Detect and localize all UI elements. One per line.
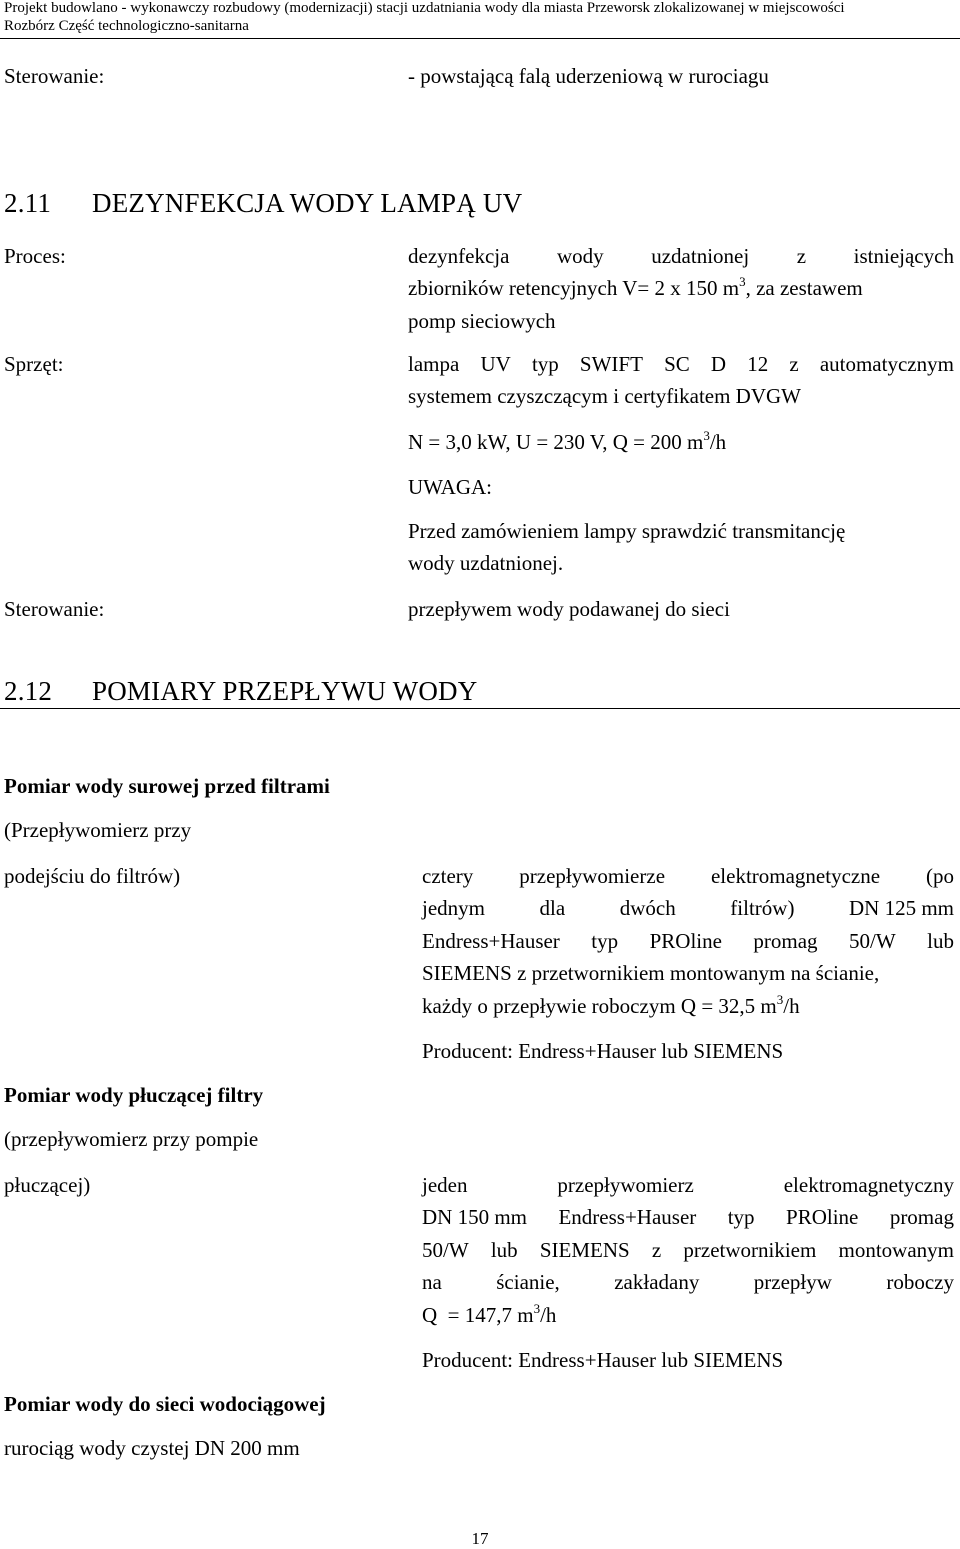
sprzet-label: Sprzęt:	[4, 352, 64, 376]
proces-line-2	[408, 272, 954, 304]
section-2-11-title: DEZYNFEKCJA WODY LAMPĄ UV	[92, 188, 523, 218]
word: z	[789, 352, 799, 376]
section-2-11-number: 2.11	[4, 188, 52, 218]
word: przetwornikiem	[683, 1237, 817, 1262]
sprzet-line-1	[408, 348, 954, 380]
page-number: 17	[471, 1529, 489, 1548]
measurement-3-sub-1: rurociąg wody czystej DN 200 mm	[4, 1436, 300, 1460]
m2-line-1	[422, 1169, 954, 1201]
superscript: 3	[533, 1300, 541, 1316]
word: przepływomierz	[557, 1173, 694, 1197]
word: lub	[927, 928, 954, 953]
text: , za zestawem	[745, 276, 863, 301]
measurement-2-description	[422, 1169, 954, 1331]
m2-line-4	[422, 1266, 954, 1298]
word: typ	[591, 928, 619, 953]
superscript: 3	[703, 428, 710, 443]
m2-line-5	[422, 1299, 954, 1331]
uwaga-line-1: Przed zamówieniem lampy sprawdzić transmitancję	[408, 519, 846, 543]
word: dezynfekcja	[408, 244, 510, 268]
measurement-2-title: Pomiar wody płuczącej filtry	[4, 1083, 264, 1107]
word: elektromagnetyczny	[783, 1173, 954, 1197]
word: 50/W	[849, 928, 896, 953]
word: promag	[753, 928, 818, 953]
proces-description	[408, 240, 954, 337]
measurement-2-sub-2: płuczącej)	[4, 1173, 91, 1197]
header-divider	[0, 38, 960, 39]
word: ścianie,	[496, 1270, 560, 1295]
word: wody	[557, 244, 604, 268]
m1-line-5	[422, 990, 954, 1022]
text: zbiorników retencyjnych V= 2 x 150 m	[408, 276, 740, 301]
section-2-12-underline	[0, 708, 960, 709]
word: elektromagnetyczne	[710, 864, 881, 888]
word: przepływomierze	[519, 864, 666, 888]
word: Endress+Hauser	[558, 1205, 697, 1230]
word: dla	[539, 896, 566, 921]
word: SWIFT	[579, 352, 643, 376]
text: Q = 147,7 m	[422, 1302, 534, 1327]
word: uzdatnionej	[651, 244, 750, 268]
m1-line-4: SIEMENS z przetwornikiem montowanym na ścianie,	[422, 961, 880, 986]
word: PROline	[786, 1205, 859, 1230]
superscript: 3	[739, 274, 746, 290]
measurement-2-sub-1: (przepływomierz przy pompie	[4, 1127, 259, 1151]
word: automatycznym	[819, 352, 954, 376]
text: /h	[540, 1302, 557, 1327]
header-line-1: Projekt budowlano - wykonawczy rozbudowy (modernizacji) stacji uzdatniania wody dla miasta Przeworsk zlokalizowanej w miejscowości	[4, 0, 845, 16]
proces-label: Proces:	[4, 244, 66, 268]
word: UV	[480, 352, 511, 376]
measurement-1-title: Pomiar wody surowej przed filtrami	[4, 774, 330, 798]
m1-line-1	[422, 860, 954, 892]
m1-line-3	[422, 925, 954, 957]
m1-line-2	[422, 892, 954, 924]
m2-line-2	[422, 1201, 954, 1233]
word: z	[651, 1237, 662, 1262]
measurement-1-sub-1: (Przepływomierz przy	[4, 818, 192, 842]
word: SIEMENS	[539, 1237, 630, 1262]
word: DN 125 mm	[849, 896, 954, 921]
sterowanie-value: przepływem wody podawanej do sieci	[408, 597, 730, 621]
word: z	[796, 244, 807, 268]
proces-line-1	[408, 240, 954, 272]
m2-line-3	[422, 1234, 954, 1266]
sprzet-line-2: systemem czyszczącym i certyfikatem DVGW	[408, 384, 802, 409]
word: 50/W	[422, 1237, 469, 1262]
section-2-12-number: 2.12	[4, 676, 53, 706]
header-line-2: Rozbórz Część technologiczno-sanitarna	[4, 18, 249, 34]
word: montowanym	[838, 1237, 954, 1262]
section-2-12-title: POMIARY PRZEPŁYWU WODY	[92, 676, 478, 706]
word: lub	[490, 1237, 518, 1262]
top-sterowanie-value: - powstającą falą uderzeniową w rurociagu	[408, 64, 769, 88]
word: 12	[747, 352, 769, 376]
word: jeden	[422, 1173, 468, 1197]
word: filtrów)	[730, 896, 795, 921]
text: /h	[709, 430, 727, 454]
word: cztery	[422, 864, 474, 888]
measurement-1-sub-2: podejściu do filtrów)	[4, 864, 181, 888]
sterowanie-label: Sterowanie:	[4, 597, 105, 621]
word: istniejących	[853, 244, 954, 268]
text: /h	[783, 993, 800, 1018]
top-sterowanie-label: Sterowanie:	[4, 64, 105, 88]
uwaga-heading: UWAGA:	[408, 475, 492, 499]
measurement-1-producer: Producent: Endress+Hauser lub SIEMENS	[422, 1039, 784, 1063]
measurement-1-description	[422, 860, 954, 1022]
word: na	[422, 1270, 442, 1295]
word: (po	[926, 864, 954, 888]
word: lampa	[408, 352, 460, 376]
text: N = 3,0 kW, U = 230 V, Q = 200 m	[408, 430, 704, 454]
sprzet-description	[408, 348, 954, 413]
word: DN 150 mm	[422, 1205, 527, 1230]
measurement-2-producer: Producent: Endress+Hauser lub SIEMENS	[422, 1348, 784, 1372]
word: jednym	[422, 896, 485, 921]
word: dwóch	[619, 896, 676, 921]
word: Endress+Hauser	[422, 928, 560, 953]
word: typ	[727, 1205, 755, 1230]
word: SC	[664, 352, 690, 376]
measurement-3-title: Pomiar wody do sieci wodociągowej	[4, 1392, 326, 1416]
word: D	[710, 352, 727, 376]
word: promag	[889, 1205, 954, 1230]
proces-line-3: pomp sieciowych	[408, 308, 556, 333]
word: przepływ	[753, 1270, 832, 1295]
word: roboczy	[886, 1270, 954, 1295]
word: PROline	[649, 928, 722, 953]
word: typ	[531, 352, 559, 376]
superscript: 3	[776, 991, 784, 1007]
parameters-line	[408, 430, 726, 454]
text: każdy o przepływie roboczym Q = 32,5 m	[422, 993, 777, 1018]
uwaga-line-2: wody uzdatnionej.	[408, 551, 564, 575]
word: zakładany	[614, 1270, 700, 1295]
